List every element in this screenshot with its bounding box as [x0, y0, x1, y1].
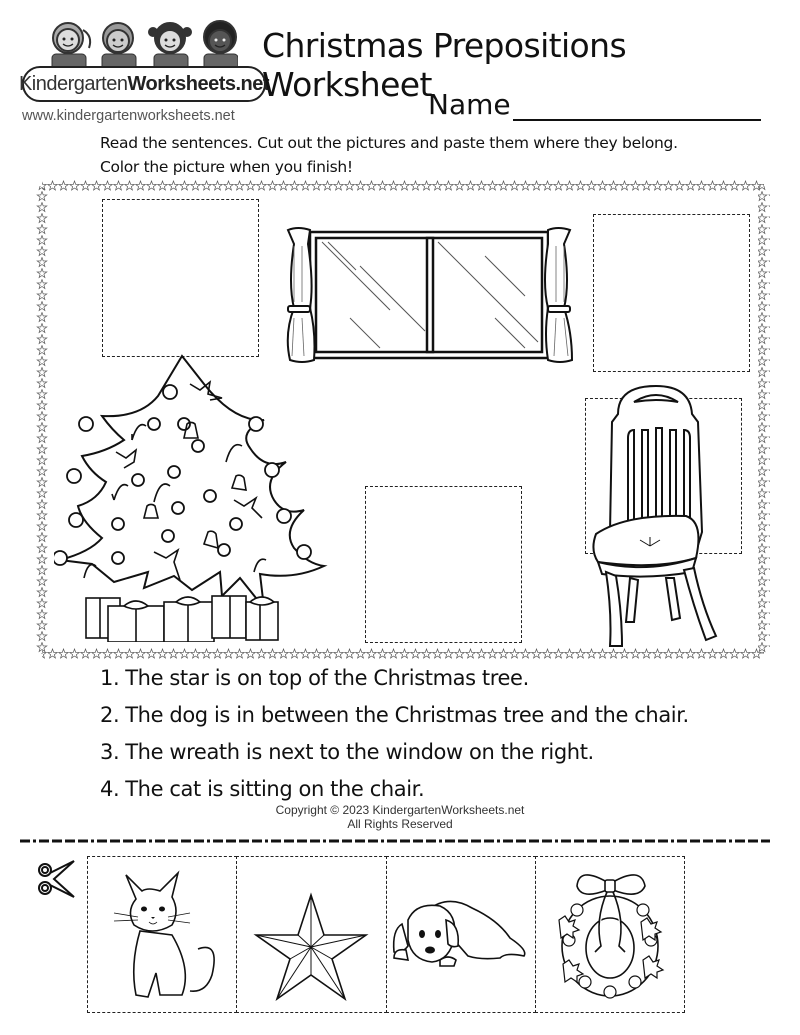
- copyright-line-2: All Rights Reserved: [347, 817, 453, 831]
- dog-icon: [388, 890, 533, 980]
- instructions-line-2: Color the picture when you finish!: [100, 158, 353, 176]
- sentence-list: [100, 660, 689, 808]
- sentence-item: [100, 697, 689, 734]
- cutout-row: [88, 856, 685, 1013]
- sentence-item: [100, 734, 689, 771]
- name-field[interactable]: [428, 88, 761, 121]
- window-icon: [280, 226, 590, 366]
- sentence-number: 2.: [100, 703, 120, 727]
- name-blank-line[interactable]: [513, 93, 761, 121]
- logo-text-bold: Worksheets.net: [127, 72, 270, 95]
- cutout-wreath[interactable]: [535, 856, 685, 1013]
- instructions: [100, 131, 678, 179]
- cutout-dog[interactable]: [386, 856, 536, 1013]
- scissors-icon: [36, 860, 76, 900]
- sentence-item: [100, 660, 689, 697]
- paste-box-between[interactable]: [365, 486, 522, 643]
- site-logo: [18, 10, 270, 100]
- paste-box-top-left[interactable]: [102, 199, 259, 357]
- instructions-line-1: Read the sentences. Cut out the pictures and paste them where they belong.: [100, 134, 678, 152]
- page-title: Christmas Prepositions Worksheet: [262, 26, 627, 104]
- sentence-text: The star is on top of the Christmas tree.: [125, 666, 529, 690]
- logo-text-light: Kindergarten: [18, 72, 128, 95]
- wreath-icon: [555, 870, 665, 1000]
- scene-frame: [36, 180, 770, 660]
- cat-icon: [102, 865, 222, 1005]
- sentence-text: The wreath is next to the window on the right.: [125, 740, 594, 764]
- sentence-number: 3.: [100, 740, 120, 764]
- sentence-text: The dog is in between the Christmas tree and the chair.: [125, 703, 689, 727]
- sentence-number: 1.: [100, 666, 120, 690]
- cutout-cat[interactable]: [87, 856, 237, 1013]
- cutout-star[interactable]: [236, 856, 386, 1013]
- christmas-tree-icon: [54, 352, 334, 642]
- kids-illustration-icon: [38, 10, 238, 70]
- star-icon: [251, 885, 371, 1025]
- paste-box-right-of-window[interactable]: [593, 214, 750, 372]
- sentence-number: 4.: [100, 777, 120, 801]
- sentence-text: The cat is sitting on the chair.: [125, 777, 425, 801]
- name-label: Name: [428, 88, 511, 121]
- copyright-line-1: Copyright © 2023 KindergartenWorksheets.net: [275, 803, 525, 817]
- cut-line: [20, 839, 770, 843]
- copyright: [0, 803, 800, 831]
- site-url[interactable]: www.kindergartenworksheets.net: [22, 108, 235, 124]
- logo-wordmark: [18, 66, 270, 102]
- chair-icon: [586, 382, 726, 652]
